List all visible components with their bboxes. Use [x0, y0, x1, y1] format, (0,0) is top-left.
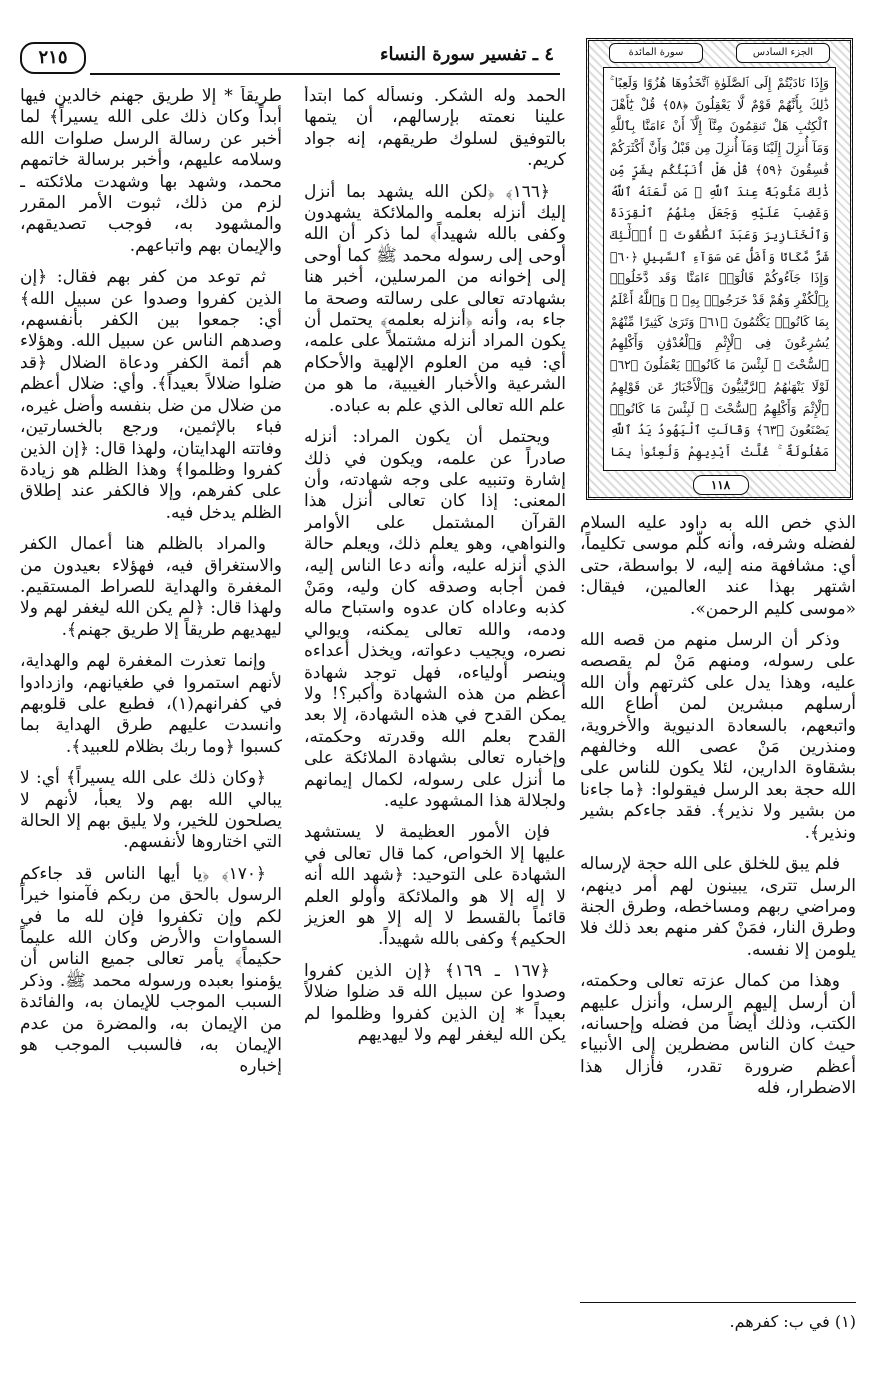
- running-title: ٤ ـ تفسير سورة النساء: [380, 44, 554, 65]
- footnote: (١) في ب: كفرهم.: [729, 1312, 856, 1331]
- column-left: [20, 86, 282, 1292]
- quran-verses: وَإِذَا نَادَيْتُمْ إِلَى ٱلصَّلَوٰةِ ٱتَّخَذُوهَا هُزُوًا وَلَعِبًا ۚ ذَٰلِكَ بِأَنَّهُمْ قَوْمٌ لَّا يَعْقِلُونَ ﴿٥٨﴾ قُلْ يَٰٓأَهْلَ ٱلْكِتَٰبِ هَلْ تَنقِمُونَ مِنَّآ إِلَّآ أَنْ ءَامَنَّا بِٱللَّهِ وَمَآ أُنزِلَ إِلَيْنَا وَمَآ أُنزِلَ مِن قَبْلُ وَأَنَّ أَكْثَرَكُمْ فَٰسِقُونَ ﴿٥٩﴾ قُلْ هَلْ أُنَبِّئُكُم بِشَرٍّ مِّن ذَٰلِكَ مَثُوبَةً عِندَ ٱللَّهِ ۚ مَن لَّعَنَهُ ٱللَّهُ وَغَضِبَ عَلَيْهِ وَجَعَلَ مِنْهُمُ ٱلْقِرَدَةَ وَٱلْخَنَازِيرَ وَعَبَدَ ٱلطَّٰغُوتَ ۚ أُو۟لَٰٓئِكَ شَرٌّ مَّكَانًا وَأَضَلُّ عَن سَوَآءِ ٱلسَّبِيلِ ﴿٦٠﴾ وَإِذَا جَآءُوكُمْ قَالُوٓا۟ ءَامَنَّا وَقَد دَّخَلُوا۟ بِٱلْكُفْرِ وَهُمْ قَدْ خَرَجُوا۟ بِهِۦ ۚ وَٱللَّهُ أَعْلَمُ بِمَا كَانُوا۟ يَكْتُمُونَ ﴿٦١﴾ وَتَرَىٰ كَثِيرًا مِّنْهُمْ يُسَٰرِعُونَ فِى ٱلْإِثْمِ وَٱلْعُدْوَٰنِ وَأَكْلِهِمُ ٱلسُّحْتَ ۚ لَبِئْسَ مَا كَانُوا۟ يَعْمَلُونَ ﴿٦٢﴾ لَوْلَا يَنْهَىٰهُمُ ٱلرَّبَّٰنِيُّونَ وَٱلْأَحْبَارُ عَن قَوْلِهِمُ ٱلْإِثْمَ وَأَكْلِهِمُ ٱلسُّحْتَ ۚ لَبِئْسَ مَا كَانُوا۟ يَصْنَعُونَ ﴿٦٣﴾ وَقَالَتِ ٱلْيَهُودُ يَدُ ٱللَّهِ مَغْلُولَةٌ ۚ غُلَّتْ أَيْدِيهِمْ وَلُعِنُوا۟ بِمَا: [610, 75, 829, 459]
- paragraph: ﴿١٦٧ ـ ١٦٩﴾ ﴿إن الذين كفروا وصدوا عن سبيل الله قد ضلوا ضلالاً بعيداً * إن الذين كفروا وظلموا لم يكن الله ليغفر لهم ولا ليهديهم: [304, 960, 566, 1046]
- column-right: [580, 513, 856, 1293]
- quran-panel: [586, 38, 853, 500]
- paragraph: والمراد بالظلم هنا أعمال الكفر والاستغراق فيه، فهؤلاء بعيدون من المغفرة والهداية للصراط المستقيم. ولهذا قال: ﴿لم يكن الله ليغفر لهم ولا ليهديهم طريقاً إلا طريق جهنم﴾.: [20, 534, 282, 640]
- header-rule: [90, 73, 560, 75]
- page-number: ٢١٥: [20, 42, 86, 74]
- paragraph: وهذا من كمال عزته تعالى وحكمته، أن أرسل إليهم الرسل، وأنزل عليهم الكتب، وذلك أيضاً من فضله وإحسانه، حيث كان الناس مضطرين إلى الأنبياء أعظم ضرورة تقدر، فأزال هذا الاضطرار، فله: [580, 971, 856, 1099]
- paragraph: فإن الأمور العظيمة لا يستشهد عليها إلا الخواص، كما قال تعالى في الشهادة على التوحيد: ﴿شهد الله أنه لا إله إلا هو والملائكة وأولو العلم قائماً بالقسط لا إله إلا هو العزيز الحكيم﴾ وكفى بالله شهيداً.: [304, 822, 566, 950]
- page-header: [20, 40, 560, 74]
- paragraph: ثم توعد من كفر بهم فقال: ﴿إن الذين كفروا وصدوا عن سبيل الله﴾ أي: جمعوا بين الكفر بأنفسهم، وصدهم الناس عن سبيل الله. وهؤلاء هم أئمة الكفر ودعاة الضلال ﴿قد ضلوا ضلالاً بعيداً﴾. وأي: ضلال أعظم من ضلال من ضل بنفسه وأضل غيره، فباء بالإثمين، ورجع بالخسارتين، وفاتته الهدايتان، ولهذا قال: ﴿إن الذين كفروا وظلموا﴾ وهذا الظلم هو زيادة على كفرهم، وإلا فالكفر عند إطلاق الظلم يدخل فيه.: [20, 267, 282, 523]
- mushaf-page-number: ١١٨: [693, 475, 749, 495]
- paragraph: وذكر أن الرسل منهم من قصه الله على رسوله، ومنهم مَنْ لم يقصصه عليه، وهذا يدل على كثرتهم وأن الله أرسلهم مبشرين لمن أطاع الله واتبعهم، بالسعادة الدنيوية والأخروية، ومنذرين مَنْ عصى الله وخالفهم بشقاوة الدارين، لئلا يكون للناس على الله حجة بعد الرسل فيقولوا: ﴿ما جاءنا من بشير ولا نذير﴾. فقد جاءكم بشير ونذير﴾.: [580, 630, 856, 843]
- paragraph: طريقاً * إلا طريق جهنم خالدين فيها أبداً وكان ذلك على الله يسيراً﴾ لما أخبر عن رسالة الرسل صلوات الله وسلامه عليهم، وأخبر برسالة خاتمهم محمد، وشهد بها وشهدت ملائكته ـ لزم من ذلك، ثبوت الأمر المقرر والمشهود به، فوجب تصديقهم، والإيمان بهم واتباعهم.: [20, 86, 282, 256]
- paragraph: ويحتمل أن يكون المراد: أنزله صادراً عن علمه، ويكون في ذلك إشارة وتنبيه على وجه شهادته، وأن المعنى: إذا كان تعالى أنزل هذا القرآن المشتمل على الأوامر والنواهي، وهو يعلم ذلك، ويعلم حالة الذي أنزله عليه، وأنه دعا الناس إليه، فمن أجابه وصدقه كان وليه، ومَنْ كذبه وعاداه كان عدوه واستباح ماله ودمه، والله تعالى يمكنه، ويوالي نصره، ويجيب دعواته، ويخذل أعداءه وينصر أولياءه، فهل توجد شهادة أعظم من هذه الشهادة وأكبر؟! ولا يمكن القدح في هذه الشهادة، إلا بعد القدح بعلم الله وقدرته وحكمته، وإخباره تعالى بشهادة الملائكة على ما أنزل على رسوله، لكمال إيمانهم ولجلالة هذا المشهود عليه.: [304, 427, 566, 811]
- quran-text-box: [603, 67, 836, 471]
- paragraph: الحمد وله الشكر. ونسأله كما ابتدأ علينا نعمته بإرسالهم، أن يتمها بالتوفيق لسلوك طريقهم، إنه جواد كريم.: [304, 86, 566, 171]
- paragraph: وإنما تعذرت المغفرة لهم والهداية، لأنهم استمروا في طغيانهم، وازدادوا في كفرانهم(١)، فطبع على قلوبهم وانسدت عليهم طرق الهداية بما كسبوا ﴿وما ربك بظلام للعبيد﴾.: [20, 651, 282, 757]
- paragraph: ﴿١٦٦﴾ ﴿لكن الله يشهد بما أنزل إليك أنزله بعلمه والملائكة يشهدون وكفى بالله شهيداً﴾ لما ذكر أن الله أوحى إلى رسوله محمد ﷺ كما أوحى إلى إخوانه من المرسلين، أخبر هنا بشهادته تعالى على رسالته وصحة ما جاء به، وأنه ﴿أنزله بعلمه﴾ يحتمل أن يكون المراد أنزله مشتملاً على علمه، أي: فيه من العلوم الإلهية والأحكام الشرعية والأخبار الغيبية، ما هو من علم الله تعالى الذي علم به عباده.: [304, 181, 566, 416]
- paragraph: ﴿وكان ذلك على الله يسيراً﴾ أي: لا يبالي الله بهم ولا يعبأ، لأنهم لا يصلحون للخير، ولا يليق بهم إلا الحالة التي اختاروها لأنفسهم.: [20, 768, 282, 853]
- footnote-rule: [580, 1302, 856, 1303]
- paragraph: ﴿١٧٠﴾ ﴿يا أيها الناس قد جاءكم الرسول بالحق من ربكم فآمنوا خيراً لكم وإن تكفروا فإن لله ما في السماوات والأرض وكان الله عليماً حكيماً﴾ يأمر تعالى جميع الناس أن يؤمنوا بعبده ورسوله محمد ﷺ. وذكر السبب الموجب للإيمان به، والفائدة من الإيمان به، والمضرة من عدم الإيمان به، فالسبب الموجب هو إخباره: [20, 863, 282, 1077]
- column-middle: [304, 86, 566, 1292]
- sura-label: سورة المائدة: [609, 43, 703, 63]
- paragraph: الذي خص الله به داود عليه السلام لفضله وشرفه، وأنه كلّم موسى تكليماً، أي: مشافهة منه إليه، لا بواسطة، حتى اشتهر بهذا عند العالمين، فيقال: «موسى كليم الرحمن».: [580, 513, 856, 619]
- juz-label: الجزء السادس: [736, 43, 830, 63]
- paragraph: فلم يبق للخلق على الله حجة لإرساله الرسل تترى، يبينون لهم أمر دينهم، ومراضي ربهم ومساخطه، وطرق الجنة وطرق النار، فمَنْ كفر منهم بعد ذلك فلا يلومن إلا نفسه.: [580, 854, 856, 960]
